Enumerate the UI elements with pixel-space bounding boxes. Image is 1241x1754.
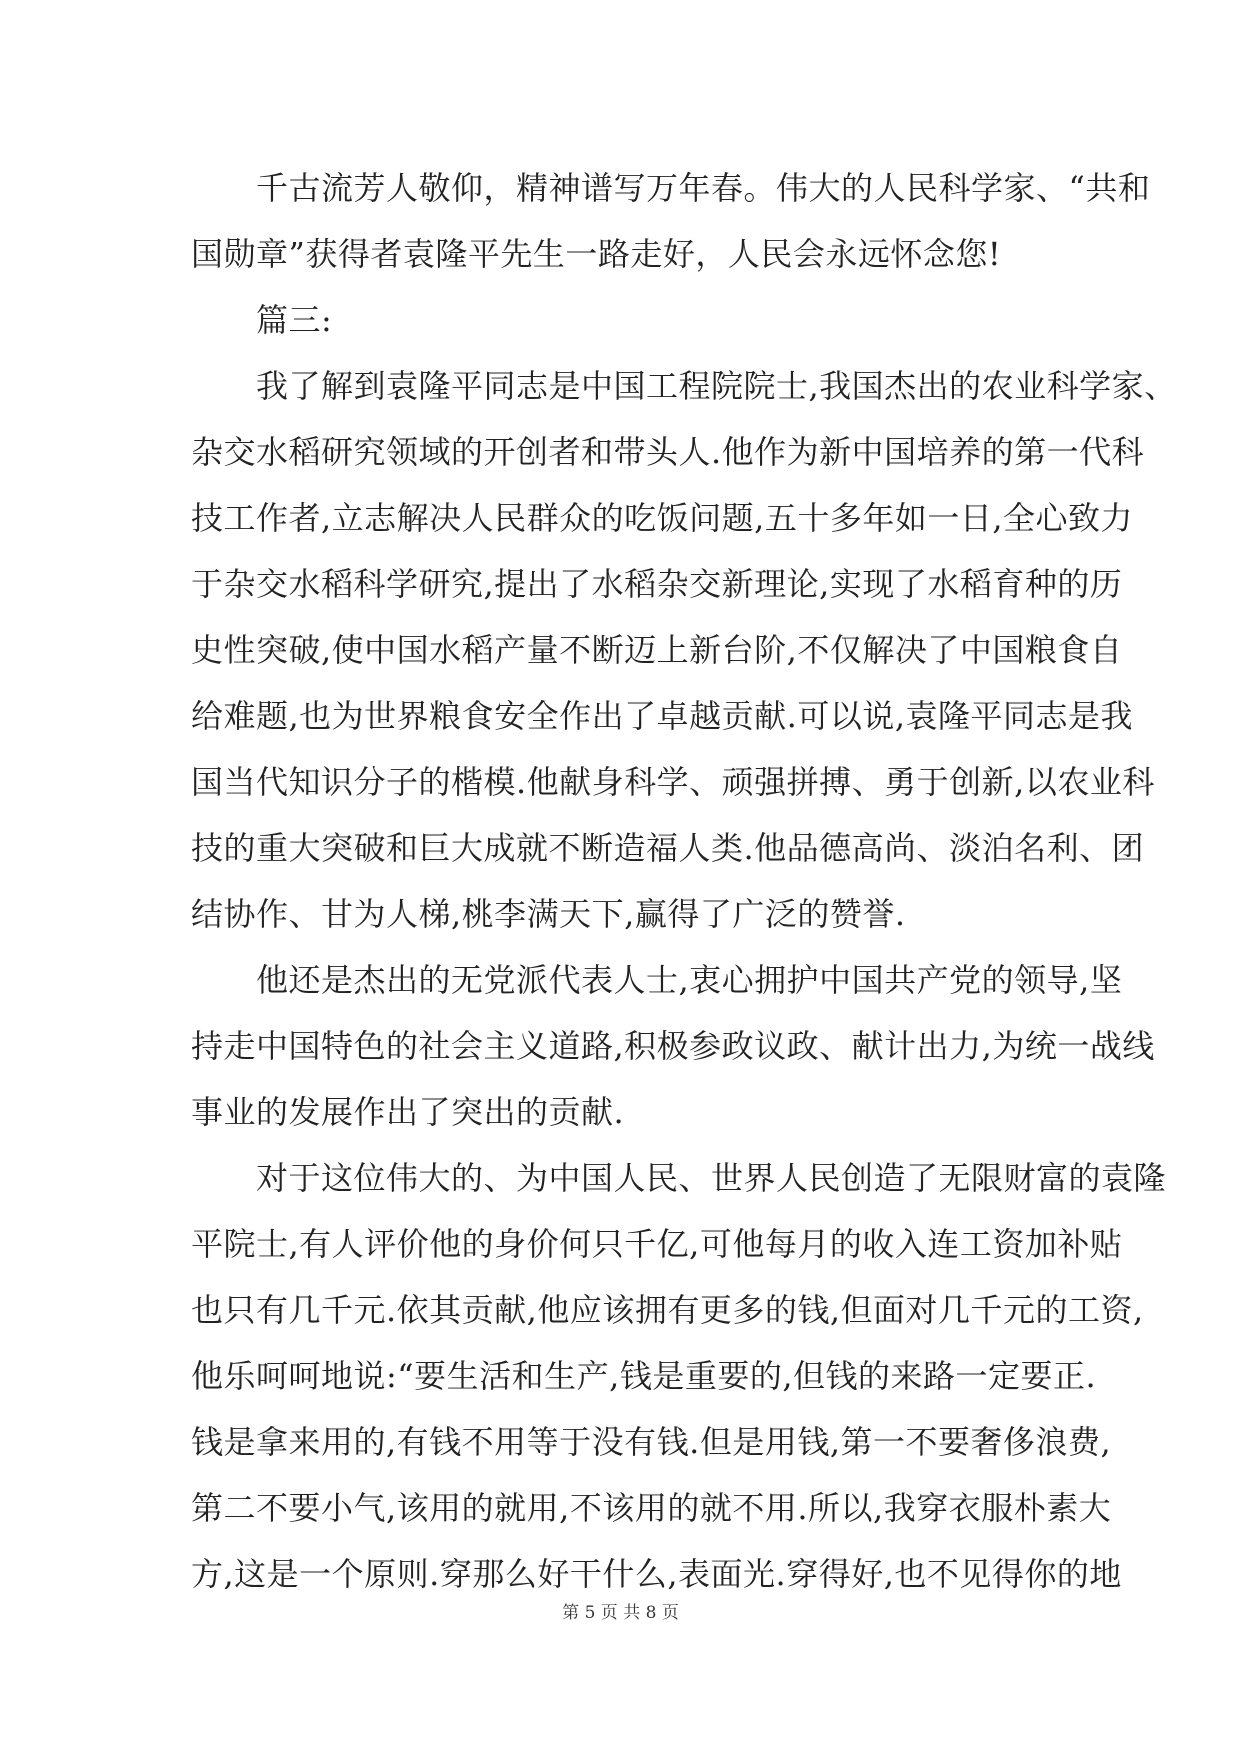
- text-line: 技工作者,立志解决人民群众的吃饭问题,五十多年如一日,全心致力: [191, 499, 1134, 537]
- text-line: 第二不要小气,该用的就用,不该用的就不用.所以,我穿衣服朴素大: [191, 1489, 1112, 1527]
- text-line: 千古流芳人敬仰，精神谱写万年春。伟大的人民科学家、“共和: [191, 169, 1151, 207]
- section-heading: 篇三:: [191, 301, 333, 339]
- text-line: 国勋章”获得者袁隆平先生一路走好，人民会永远怀念您!: [191, 235, 1002, 273]
- text-line: 技的重大突破和巨大成就不断造福人类.他品德高尚、淡泊名利、团: [191, 829, 1145, 867]
- page-number-footer: 第 5 页 共 8 页: [562, 1603, 679, 1623]
- text-line: 于杂交水稻科学研究,提出了水稻杂交新理论,实现了水稻育种的历: [191, 565, 1123, 603]
- text-line: 平院士,有人评价他的身价何只千亿,可他每月的收入连工资加补贴: [191, 1225, 1123, 1263]
- text-line: 也只有几千元.依其贡献,他应该拥有更多的钱,但面对几千元的工资,: [191, 1291, 1144, 1329]
- text-line: 方,这是一个原则.穿那么好干什么,表面光.穿得好,也不见得你的地: [191, 1555, 1122, 1593]
- text-line: 给难题,也为世界粮食安全作出了卓越贡献.可以说,袁隆平同志是我: [191, 697, 1134, 735]
- text-line: 他乐呵呵地说:“要生活和生产,钱是重要的,但钱的来路一定要正.: [191, 1357, 1097, 1395]
- document-body: [191, 155, 1177, 1607]
- text-line: 史性突破,使中国水稻产量不断迈上新台阶,不仅解决了中国粮食自: [191, 631, 1123, 669]
- text-line: 我了解到袁隆平同志是中国工程院院士,我国杰出的农业科学家、: [191, 367, 1177, 405]
- text-line: 他还是杰出的无党派代表人士,衷心拥护中国共产党的领导,坚: [191, 961, 1123, 999]
- text-line: 事业的发展作出了突出的贡献.: [191, 1093, 625, 1131]
- text-line: 钱是拿来用的,有钱不用等于没有钱.但是用钱,第一不要奢侈浪费,: [191, 1423, 1112, 1461]
- text-line: 持走中国特色的社会主义道路,积极参政议政、献计出力,为统一战线: [191, 1027, 1155, 1065]
- text-line: 对于这位伟大的、为中国人民、世界人民创造了无限财富的袁隆: [191, 1159, 1167, 1197]
- text-line: 国当代知识分子的楷模.他献身科学、顽强拼搏、勇于创新,以农业科: [191, 763, 1155, 801]
- text-line: 杂交水稻研究领域的开创者和带头人.他作为新中国培养的第一代科: [191, 433, 1145, 471]
- text-line: 结协作、甘为人梯,桃李满天下,赢得了广泛的赞誉.: [191, 895, 906, 933]
